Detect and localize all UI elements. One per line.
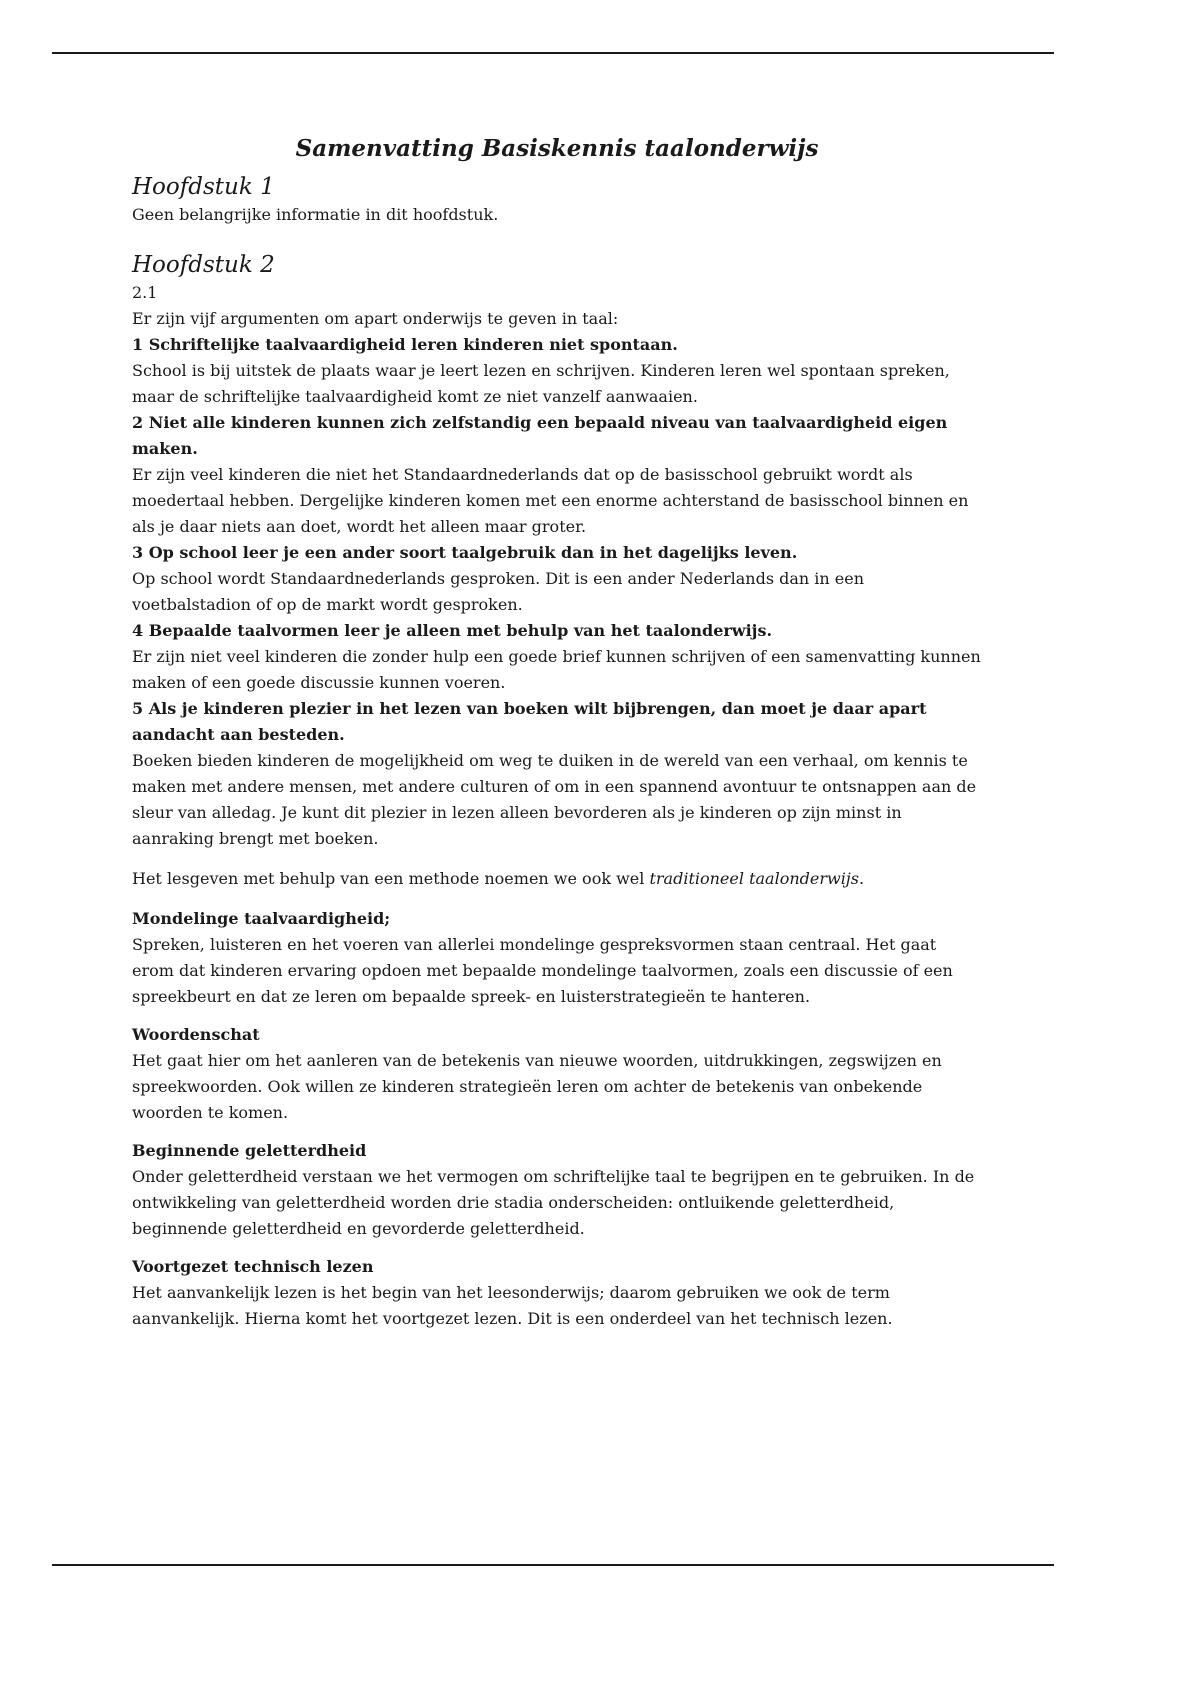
topic-1-heading: Mondelinge taalvaardigheid; [132,909,391,928]
topic-2-text: Het gaat hier om het aanleren van de betekenis van nieuwe woorden, uitdrukkingen, zegswijzen en spreekwoorden. Ook willen ze kinderen strategieën leren om achter de betekenis van onbekende woorden te komen. [132,1051,942,1122]
argument-5-text: Boeken bieden kinderen de mogelijkheid om weg te duiken in de wereld van een verhaal, om kennis te maken met andere mensen, met andere culturen of om in een spannend avontuur te ontsnappen aan de sleur van alledag. Je kunt dit plezier in lezen alleen bevorderen als je kinderen op zijn minst in aanraking brengt met boeken. [132,751,977,848]
argument-1-text: School is bij uitstek de plaats waar je leert lezen en schrijven. Kinderen leren wel spontaan spreken, maar de schriftelijke taalvaardigheid komt ze niet vanzelf aanwaaien. [132,361,950,406]
argument-4-heading: 4 Bepaalde taalvormen leer je alleen met behulp van het taalonderwijs. [132,621,773,640]
chapter-1-heading: Hoofdstuk 1 [132,174,275,200]
method-sentence-term: traditioneel taalonderwijs [649,869,859,888]
argument-2-heading: 2 Niet alle kinderen kunnen zich zelfstandig een bepaald niveau van taalvaardigheid eigen maken. [132,413,948,458]
topic-4-heading: Voortgezet technisch lezen [132,1257,374,1276]
argument-5-heading: 5 Als je kinderen plezier in het lezen van boeken wilt bijbrengen, dan moet je daar apart aandacht aan besteden. [132,699,927,744]
argument-4-text: Er zijn niet veel kinderen die zonder hulp een goede brief kunnen schrijven of een samenvatting kunnen maken of een goede discussie kunnen voeren. [132,647,981,692]
topic-3-heading: Beginnende geletterdheid [132,1141,367,1160]
chapter-2-heading: Hoofdstuk 2 [132,252,275,278]
document-body [132,128,982,1332]
footer-rule [52,1564,1054,1566]
section-number: 2.1 [132,283,158,302]
chapter-1-text: Geen belangrijke informatie in dit hoofdstuk. [132,205,499,224]
argument-3-heading: 3 Op school leer je een ander soort taalgebruik dan in het dagelijks leven. [132,543,798,562]
argument-3-text: Op school wordt Standaardnederlands gesproken. Dit is een ander Nederlands dan in een voetbalstadion of op de markt wordt gesproken. [132,569,865,614]
topic-2-heading: Woordenschat [132,1025,260,1044]
method-sentence [132,866,982,892]
header-rule [52,52,1054,54]
argument-2-text: Er zijn veel kinderen die niet het Standaardnederlands dat op de basisschool gebruikt wordt als moedertaal hebben. Dergelijke kinderen komen met een enorme achterstand de basisschool binnen en als je daar niets aan doet, wordt het alleen maar groter. [132,465,969,536]
method-sentence-end: . [858,869,865,888]
document-title: Samenvatting Basiskennis taalonderwijs [295,135,819,162]
topic-3-text: Onder geletterdheid verstaan we het vermogen om schriftelijke taal te begrijpen en te gebruiken. In de ontwikkeling van geletterdheid worden drie stadia onderscheiden: ontluikende geletterdheid, beginnende geletterdheid en gevorderde geletterdheid. [132,1167,975,1238]
topic-4-text: Het aanvankelijk lezen is het begin van het leesonderwijs; daarom gebruiken we ook de term aanvankelijk. Hierna komt het voortgezet lezen. Dit is een onderdeel van het technisch lezen. [132,1283,893,1328]
section-intro: Er zijn vijf argumenten om apart onderwijs te geven in taal: [132,309,619,328]
topic-1-text: Spreken, luisteren en het voeren van allerlei mondelinge gespreksvormen staan centraal. Het gaat erom dat kinderen ervaring opdoen met bepaalde mondelinge taalvormen, zoals een discussie of een spreekbeurt en dat ze leren om bepaalde spreek- en luisterstrategieën te hanteren. [132,935,953,1006]
argument-1-heading: 1 Schriftelijke taalvaardigheid leren kinderen niet spontaan. [132,335,678,354]
method-sentence-lead: Het lesgeven met behulp van een methode noemen we ook wel [132,869,650,888]
